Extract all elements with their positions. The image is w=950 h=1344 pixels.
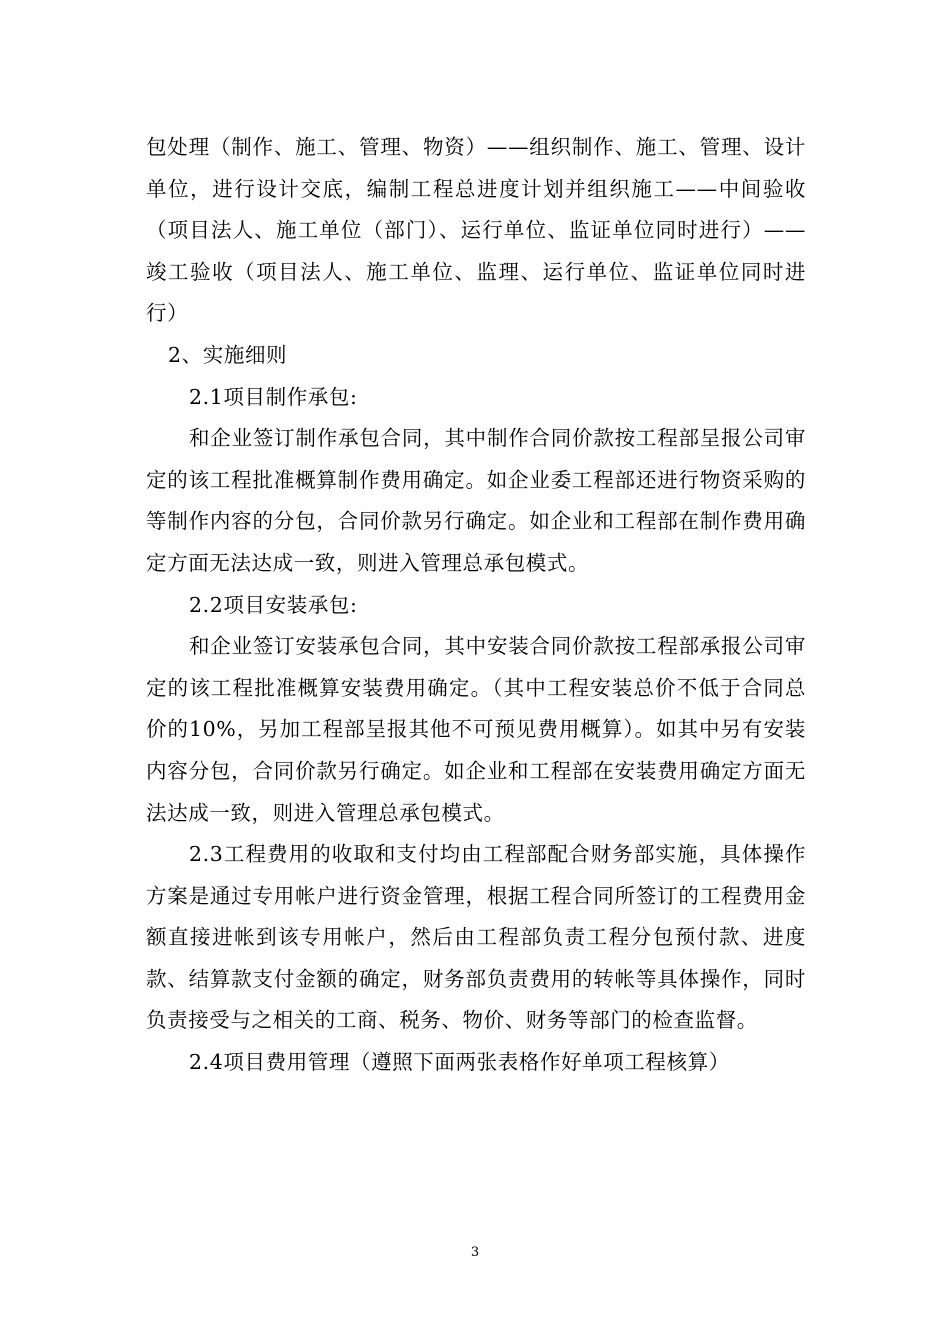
paragraph-manufacturing-contract: 和企业签订制作承包合同，其中制作合同价款按工程部呈报公司审定的该工程批准概算制作费用确定。如企业委工程部还进行物资采购的等制作内容的分包，合同价款另行确定。如企业和工程部在制作费用确定方面无法达成一致，则进入管理总承包模式。 bbox=[146, 426, 806, 575]
subheading-manufacturing-contract: 2.1项目制作承包: bbox=[189, 384, 358, 409]
paragraph-fee-collection: 2.3工程费用的收取和支付均由工程部配合财务部实施，具体操作方案是通过专用帐户进行资金管理，根据工程合同所签订的工程费用金额直接进帐到该专用帐户，然后由工程部负责工程分包预付款、进度款、结算款支付金额的确定，财务部负责费用的转帐等具体操作，同时负责接受与之相关的工商、税务、物价、财务等部门的检查监督。 bbox=[146, 842, 806, 1033]
section-heading-implementation: 2、实施细则 bbox=[168, 342, 288, 367]
paragraph-process-flow: 包处理（制作、施工、管理、物资）——组织制作、施工、管理、设计单位，进行设计交底，编制工程总进度计划并组织施工——中间验收（项目法人、施工单位（部门）、运行单位、监证单位同时进行）——竣工验收（项目法人、施工单位、监理、运行单位、监证单位同时进行） bbox=[146, 135, 806, 326]
paragraph-installation-contract: 和企业签订安装承包合同，其中安装合同价款按工程部承报公司审定的该工程批准概算安装费用确定。（其中工程安装总价不低于合同总价的10%，另加工程部呈报其他不可预见费用概算）。如其中另有安装内容分包，合同价款另行确定。如企业和工程部在安装费用确定方面无法达成一致，则进入管理总承包模式。 bbox=[146, 634, 806, 825]
page-number: 3 bbox=[470, 1245, 480, 1260]
paragraph-cost-management: 2.4项目费用管理（遵照下面两张表格作好单项工程核算） bbox=[189, 1050, 730, 1075]
subheading-installation-contract: 2.2项目安装承包: bbox=[189, 592, 358, 617]
document-body bbox=[146, 127, 806, 1084]
